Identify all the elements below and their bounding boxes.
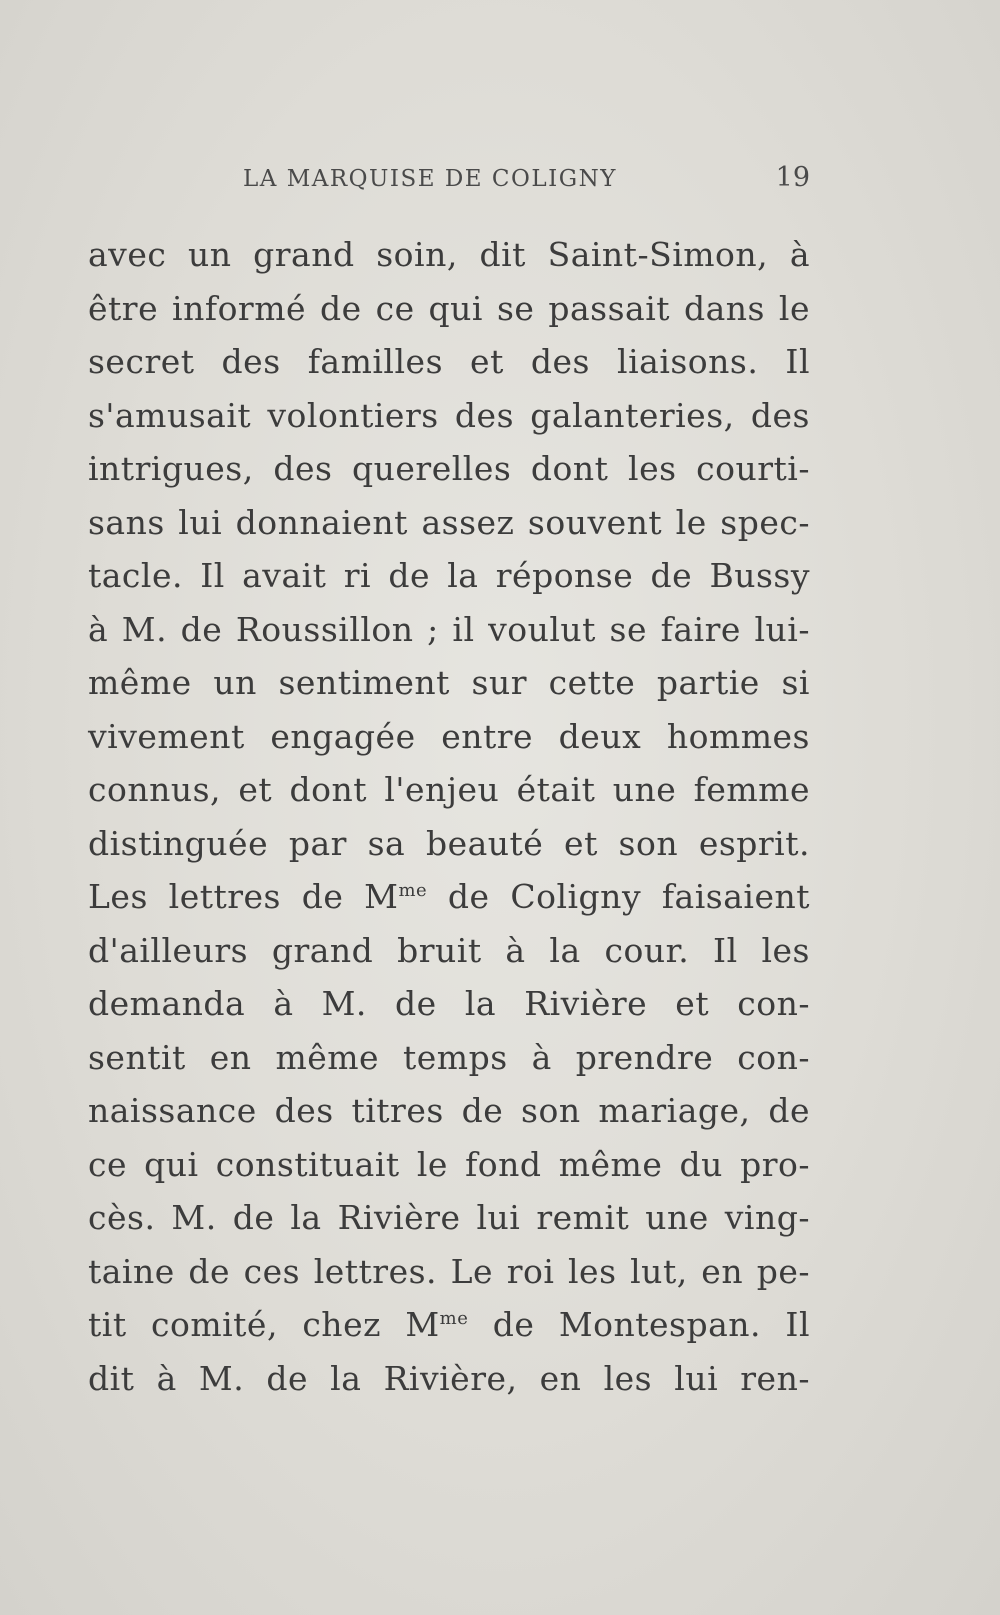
text-line: vivement engagée entre deux hommes [88,716,810,756]
page-number: 19 [775,162,810,193]
text-line: secret des familles et des liaisons. Il [88,342,810,381]
running-head [88,162,810,206]
body-text [88,228,810,1405]
text-line: demanda à M. de la Rivière et con- [88,984,810,1023]
running-title: LA MARQUISE DE COLIGNY [243,166,617,192]
text-line: cès. M. de la Rivière lui remit une ving- [88,1198,810,1237]
text-line: distinguée par sa beauté et son esprit. [88,823,810,863]
text-line: sans lui donnaient assez souvent le spec- [88,502,810,542]
text-fragment: Les lettres de M [88,877,399,916]
text-line: même un sentiment sur cette partie si [88,663,810,702]
text-fragment: de Montespan. Il [468,1305,810,1344]
text-line [88,870,810,924]
text-line: taine de ces lettres. Le roi les lut, en pe- [88,1251,810,1291]
text-line: dit à M. de la Rivière, en les lui ren- [88,1358,810,1398]
superscript: me [398,880,428,901]
text-line: tacle. Il avait ri de la réponse de Bussy [88,556,810,595]
text-line [88,1298,810,1352]
text-line: s'amusait volontiers des galanteries, des [88,395,810,435]
text-line: avec un grand soin, dit Saint-Simon, à [88,235,810,274]
text-line: à M. de Roussillon ; il voulut se faire lui- [88,609,810,649]
superscript: me [439,1308,469,1329]
text-line: naissance des titres de son mariage, de [88,1091,810,1130]
text-line: être informé de ce qui se passait dans le [88,288,810,328]
text-fragment: de Coligny faisaient [427,877,810,916]
text-line: ce qui constituait le fond même du pro- [88,1144,810,1184]
text-fragment: tit comité, chez M [88,1305,440,1344]
text-line: d'ailleurs grand bruit à la cour. Il les [88,930,810,970]
text-line: sentit en même temps à prendre con- [88,1037,810,1077]
text-line: intrigues, des querelles dont les courti- [88,449,810,488]
text-line: connus, et dont l'enjeu était une femme [88,770,810,809]
